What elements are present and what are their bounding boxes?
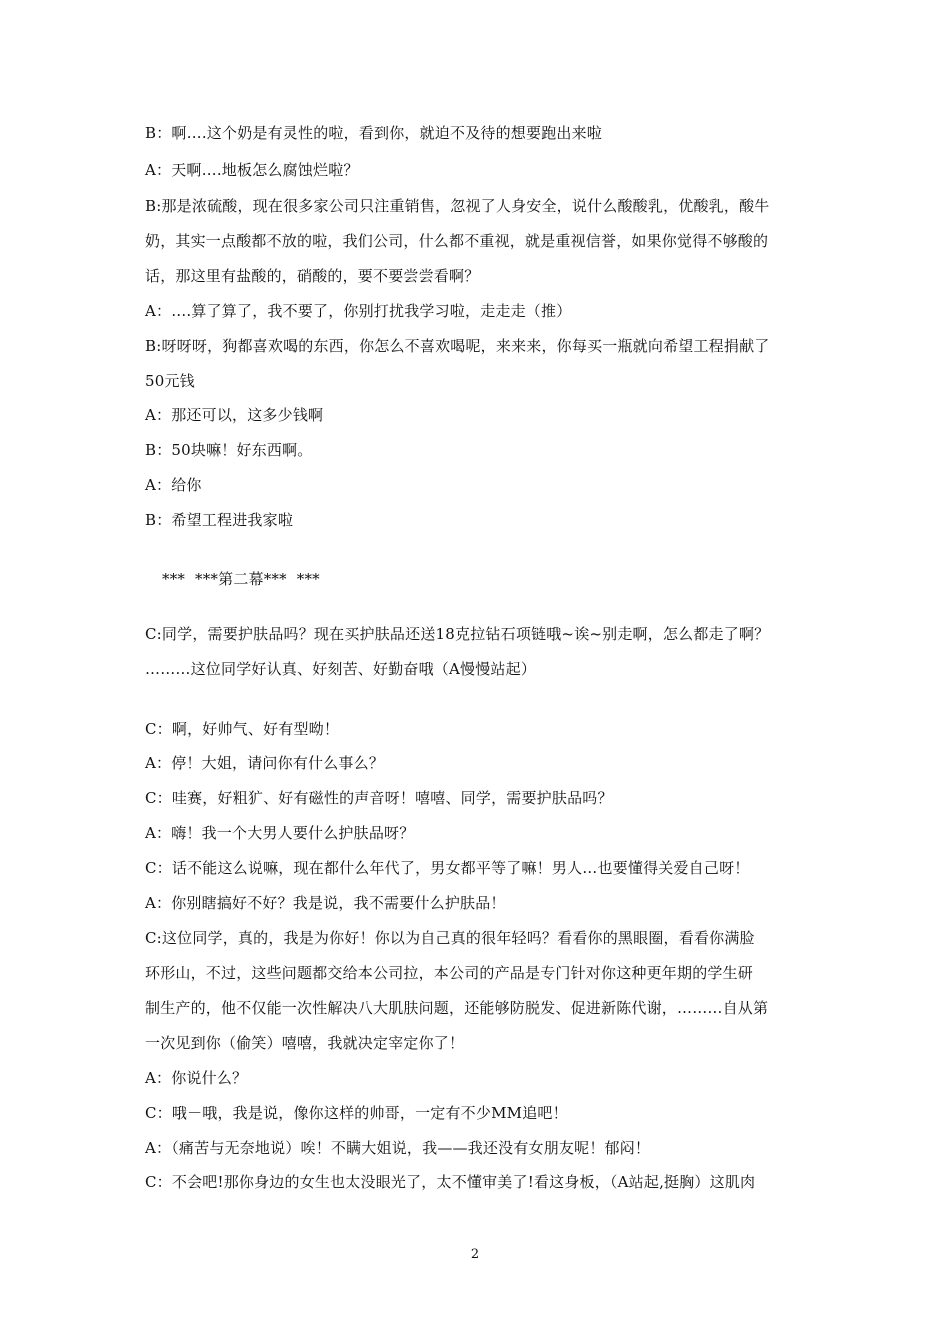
text-line: B:那是浓硫酸，现在很多家公司只注重销售，忽视了人身安全，说什么酸酸乳，优酸乳，酸牛 (145, 197, 770, 215)
text-line: 50元钱 (145, 372, 195, 390)
text-line: A：嗨！我一个大男人要什么护肤品呀？ (145, 824, 415, 842)
text-line: A：….算了算了，我不要了，你别打扰我学习啦，走走走（推） (145, 302, 572, 320)
text-line: 环形山，不过，这些问题都交给本公司拉，本公司的产品是专门针对你这种更年期的学生研 (145, 964, 754, 982)
text-line: A：给你 (145, 476, 202, 494)
text-line: B：50块嘛！好东西啊。 (145, 441, 313, 459)
text-line: B：啊….这个奶是有灵性的啦，看到你，就迫不及待的想要跑出来啦 (145, 124, 602, 142)
text-line: A：（痛苦与无奈地说）唉！不瞒大姐说，我——我还没有女朋友呢！郁闷！ (145, 1139, 651, 1157)
text-line: C：哇赛，好粗犷、好有磁性的声音呀！嘻嘻、同学，需要护肤品吗？ (145, 789, 613, 807)
text-line: C:这位同学，真的，我是为你好！你以为自己真的很年轻吗？看看你的黑眼圈，看看你满脸 (145, 929, 755, 947)
text-line: C:同学，需要护肤品吗？现在买护肤品还送18克拉钻石项链哦~诶~别走啊，怎么都走了啊？ (145, 625, 770, 643)
text-line: 制生产的，他不仅能一次性解决八大肌肤问题，还能够防脱发、促进新陈代谢，………自从第 (145, 999, 769, 1017)
text-line: A：你说什么？ (145, 1069, 248, 1087)
text-line: A：天啊….地板怎么腐蚀烂啦？ (145, 161, 359, 179)
text-line: C：不会吧!那你身边的女生也太没眼光了，太不懂审美了!看这身板，（A站起,挺胸）这肌肉 (145, 1173, 756, 1191)
text-line: C：啊，好帅气、好有型呦！ (145, 720, 340, 738)
text-line: A：那还可以，这多少钱啊 (145, 406, 324, 424)
text-line: ………这位同学好认真、好刻苦、好勤奋哦（A慢慢站起） (145, 660, 537, 678)
text-line: B：希望工程进我家啦 (145, 511, 294, 529)
page-number: 2 (470, 1247, 480, 1262)
text-line: 奶，其实一点酸都不放的啦，我们公司，什么都不重视，就是重视信誉，如果你觉得不够酸的 (145, 232, 769, 250)
scene-heading: *** ***第二幕*** *** (162, 570, 320, 588)
text-line: A：你别瞎搞好不好？我是说，我不需要什么护肤品！ (145, 894, 506, 912)
text-line: 话，那这里有盐酸的，硝酸的，要不要尝尝看啊？ (145, 267, 480, 285)
text-line: C：哦－哦，我是说，像你这样的帅哥，一定有不少MM追吧！ (145, 1104, 568, 1122)
text-line: A：停！大姐，请问你有什么事么？ (145, 754, 385, 772)
text-line: C：话不能这么说嘛，现在都什么年代了，男女都平等了嘛！男人…也要懂得关爱自己呀！ (145, 859, 750, 877)
text-line: 一次见到你（偷笑）嘻嘻，我就决定宰定你了！ (145, 1034, 465, 1052)
text-line: B:呀呀呀，狗都喜欢喝的东西，你怎么不喜欢喝呢，来来来，你每买一瓶就向希望工程捐献了 (145, 337, 770, 355)
